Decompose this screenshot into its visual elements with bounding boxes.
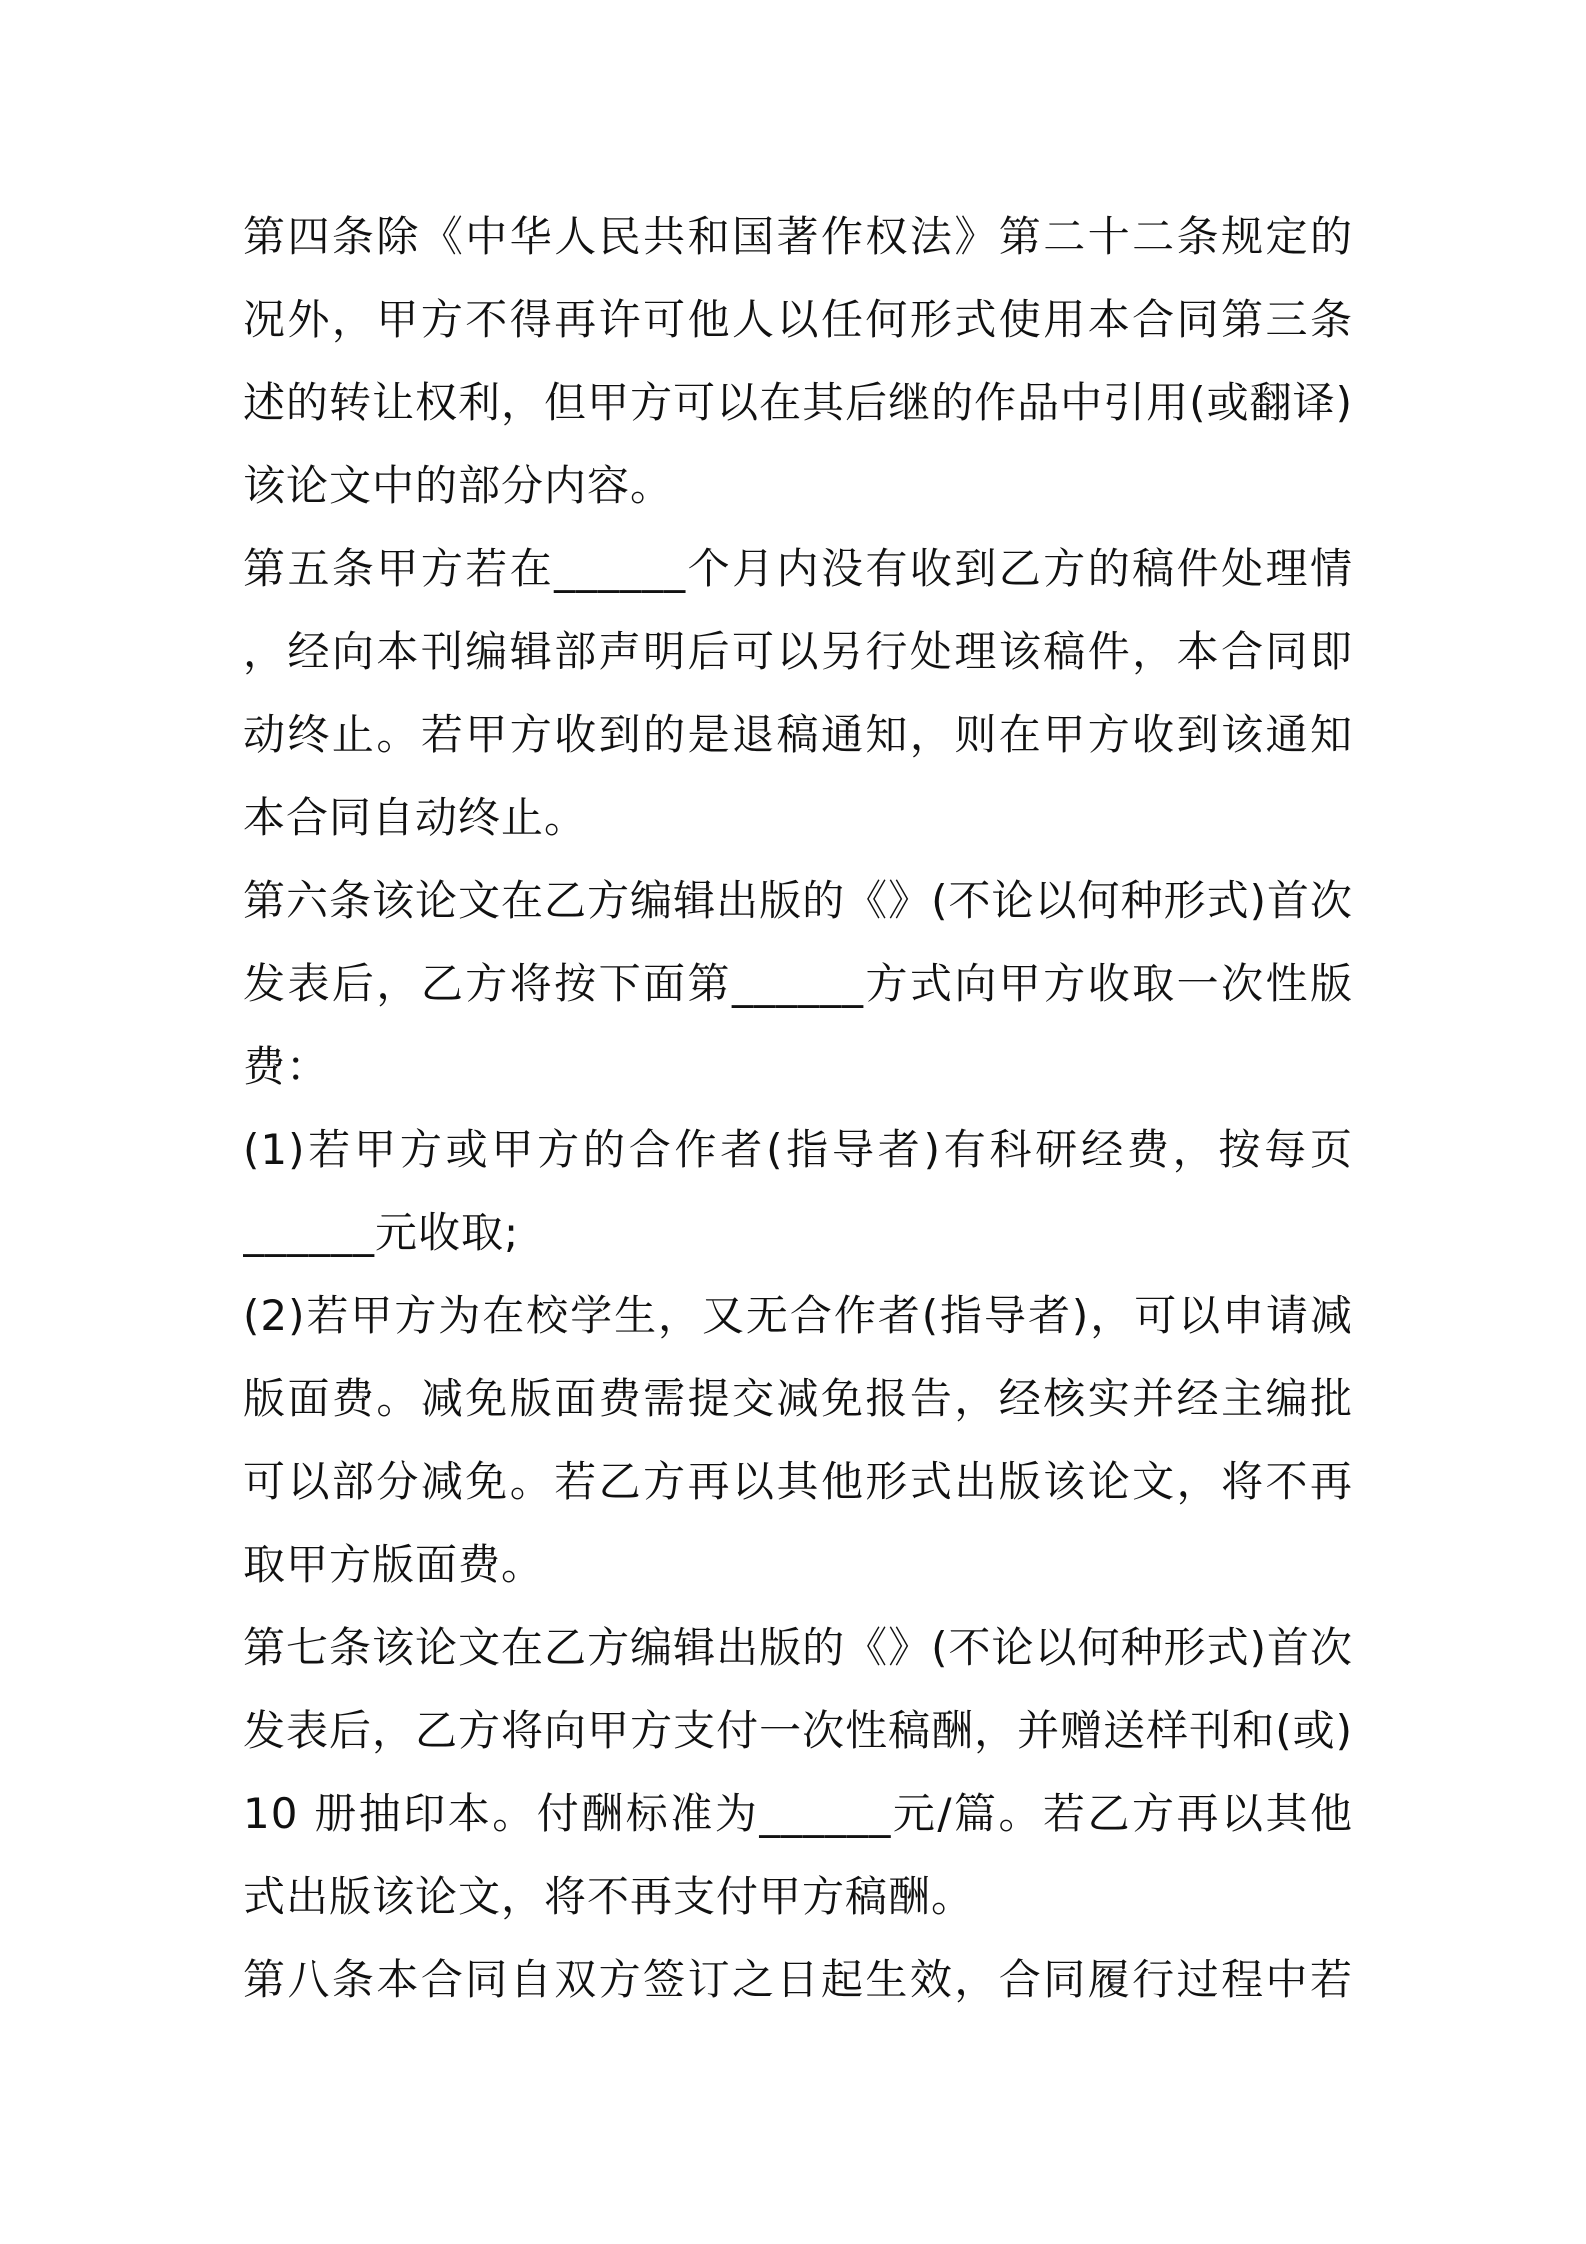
text-line: 版面费。减免版面费需提交减免报告，经核实并经主编批 xyxy=(243,1374,1353,1423)
text-line: 动终止。若甲方收到的是退稿通知，则在甲方收到该通知 xyxy=(243,710,1353,759)
text-line: (1)若甲方或甲方的合作者(指导者)有科研经费，按每页 xyxy=(243,1125,1353,1174)
text-line: 第五条甲方若在______个月内没有收到乙方的稿件处理情 xyxy=(243,544,1353,593)
text-line: 第四条除《中华人民共和国著作权法》第二十二条规定的 xyxy=(243,212,1353,261)
text-line: 费： xyxy=(243,1042,330,1091)
text-line: ，经向本刊编辑部声明后可以另行处理该稿件，本合同即 xyxy=(243,627,1353,676)
text-line: 述的转让权利，但甲方可以在其后继的作品中引用(或翻译) xyxy=(243,378,1353,427)
text-line: 况外，甲方不得再许可他人以任何形式使用本合同第三条 xyxy=(243,295,1353,344)
text-line: 第六条该论文在乙方编辑出版的《》(不论以何种形式)首次 xyxy=(243,876,1353,925)
text-line: 取甲方版面费。 xyxy=(243,1540,545,1589)
text-line: 本合同自动终止。 xyxy=(243,793,588,842)
text-line: 发表后，乙方将向甲方支付一次性稿酬，并赠送样刊和(或) xyxy=(243,1706,1353,1755)
text-line: 式出版该论文，将不再支付甲方稿酬。 xyxy=(243,1872,975,1921)
text-line: 10 册抽印本。付酬标准为______元/篇。若乙方再以其他 xyxy=(243,1789,1353,1838)
text-line: 该论文中的部分内容。 xyxy=(243,461,674,510)
text-line: 第八条本合同自双方签订之日起生效，合同履行过程中若 xyxy=(243,1955,1353,2004)
text-line: 第七条该论文在乙方编辑出版的《》(不论以何种形式)首次 xyxy=(243,1623,1353,1672)
text-line: 发表后，乙方将按下面第______方式向甲方收取一次性版 xyxy=(243,959,1353,1008)
text-line: 可以部分减免。若乙方再以其他形式出版该论文，将不再 xyxy=(243,1457,1353,1506)
text-line: ______元收取; xyxy=(243,1208,520,1257)
contract-text xyxy=(243,195,1353,2021)
text-line: (2)若甲方为在校学生，又无合作者(指导者)，可以申请减 xyxy=(243,1291,1353,1340)
